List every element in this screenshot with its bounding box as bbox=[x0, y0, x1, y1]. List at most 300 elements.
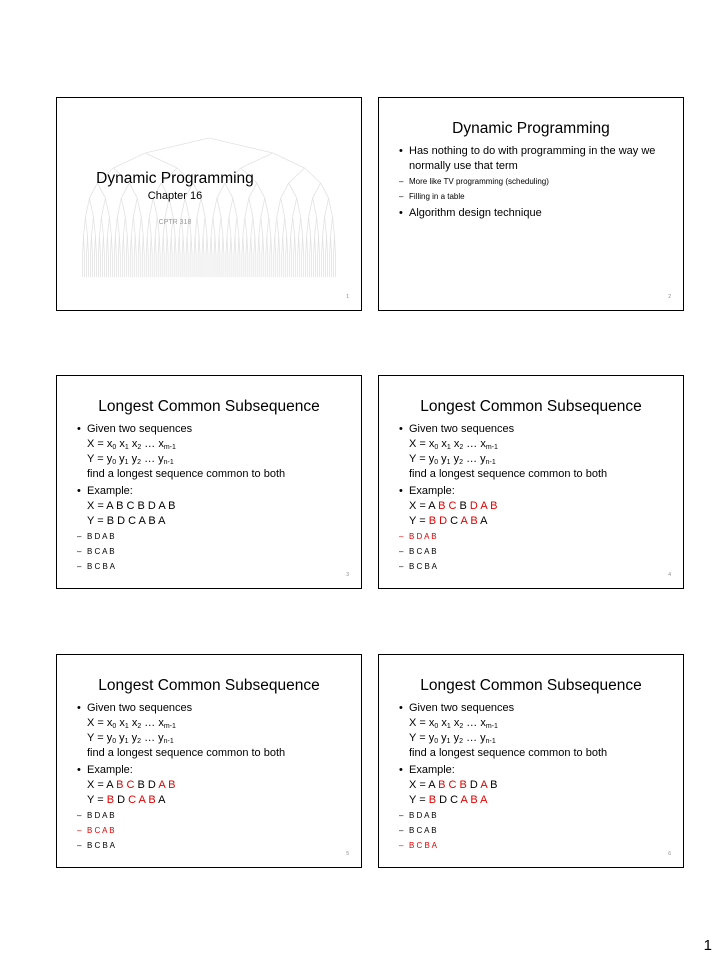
bullet-list bbox=[77, 422, 353, 574]
x-terms bbox=[429, 717, 498, 729]
tree-edge bbox=[289, 168, 305, 183]
tree-edge bbox=[323, 217, 325, 236]
sequence-term: y bbox=[428, 732, 435, 744]
x-terms bbox=[107, 438, 176, 450]
sequence-letter: A bbox=[106, 500, 114, 512]
tree-edge bbox=[247, 236, 248, 255]
tree-edge bbox=[127, 236, 128, 255]
tree-edge bbox=[87, 236, 88, 255]
example-x bbox=[399, 778, 675, 793]
tree-edge bbox=[107, 236, 108, 255]
y-letters bbox=[107, 794, 166, 806]
tree-edge bbox=[325, 198, 329, 217]
tree-edge bbox=[239, 236, 240, 255]
sequence-term: x bbox=[453, 717, 460, 729]
subscript: 1 bbox=[446, 738, 451, 745]
example-y bbox=[77, 793, 353, 808]
sequence-letter: B bbox=[490, 779, 498, 791]
x-prefix: X = bbox=[87, 500, 107, 512]
tree-edge bbox=[183, 236, 184, 255]
sequence-letter: B bbox=[428, 794, 437, 806]
tree-edge bbox=[285, 217, 287, 236]
tree-edge bbox=[329, 198, 333, 217]
x-terms bbox=[429, 438, 498, 450]
sequence-term: x bbox=[428, 438, 435, 450]
sequence-term: y bbox=[119, 732, 125, 744]
sequence-letter: B bbox=[459, 779, 467, 791]
tree-edge bbox=[235, 236, 236, 255]
y-prefix: Y = bbox=[409, 732, 429, 744]
ellipsis: … bbox=[144, 453, 156, 465]
slide-2 bbox=[378, 97, 684, 311]
sequence-y-definition bbox=[77, 731, 353, 746]
tree-edge bbox=[211, 236, 212, 255]
sequence-letter: B bbox=[490, 500, 498, 512]
sequence-letter: D bbox=[147, 500, 156, 512]
sequence-letter: A bbox=[158, 779, 166, 791]
slide-5 bbox=[56, 654, 362, 868]
tree-edge bbox=[145, 138, 209, 153]
page-number: 1 bbox=[703, 937, 712, 954]
sequence-letter: B bbox=[116, 500, 124, 512]
tree-edge bbox=[111, 236, 112, 255]
tree-edge bbox=[175, 236, 176, 255]
tree-edge bbox=[315, 236, 316, 255]
slide-title: Longest Common Subsequence bbox=[420, 398, 642, 415]
tree-edge bbox=[209, 138, 273, 153]
subscript: 2 bbox=[137, 444, 142, 451]
sequence-letter: B bbox=[470, 515, 478, 527]
sequence-letter: D bbox=[439, 794, 448, 806]
tree-edge bbox=[219, 236, 220, 255]
subscript: n-1 bbox=[485, 738, 496, 745]
ellipsis: … bbox=[144, 438, 156, 450]
y-letters bbox=[107, 515, 166, 527]
sequence-term: x bbox=[480, 717, 486, 729]
sequence-term: x bbox=[480, 438, 486, 450]
sequence-letter: B bbox=[106, 515, 115, 527]
tree-edge bbox=[301, 217, 303, 236]
subscript: 1 bbox=[124, 738, 129, 745]
ellipsis: … bbox=[466, 453, 478, 465]
x-prefix: X = bbox=[409, 779, 429, 791]
sequence-letter: C bbox=[128, 515, 137, 527]
subscript: 2 bbox=[459, 459, 464, 466]
subscript: 0 bbox=[112, 738, 117, 745]
tree-edge bbox=[207, 236, 208, 255]
tree-edge bbox=[191, 236, 192, 255]
tree-edge bbox=[215, 236, 216, 255]
sequence-letter: B bbox=[168, 779, 176, 791]
sequence-letter: B bbox=[137, 500, 145, 512]
y-terms bbox=[107, 732, 174, 744]
sequence-term: x bbox=[158, 717, 164, 729]
subscript: n-1 bbox=[163, 738, 174, 745]
subscript: 1 bbox=[124, 444, 129, 451]
tree-edge bbox=[159, 236, 160, 255]
subscript: m-1 bbox=[163, 723, 176, 730]
bullet-example: • Example: bbox=[399, 763, 675, 778]
subscript: m-1 bbox=[485, 723, 498, 730]
sequence-term: y bbox=[106, 453, 113, 465]
tree-edge bbox=[313, 183, 321, 198]
bullet-list bbox=[77, 701, 353, 853]
tree-edge bbox=[299, 236, 300, 255]
sequence-term: y bbox=[480, 732, 486, 744]
tree-edge bbox=[311, 236, 312, 255]
bullet-given: • Given two sequences bbox=[399, 701, 675, 716]
answer-subsequence: – B D A B bbox=[77, 808, 353, 823]
answer-subsequence: – B C B A bbox=[399, 559, 675, 574]
tree-edge bbox=[291, 236, 292, 255]
subscript: m-1 bbox=[485, 444, 498, 451]
sequence-letter: A bbox=[138, 794, 146, 806]
tree-edge bbox=[227, 236, 228, 255]
bullet: • Algorithm design technique bbox=[399, 206, 675, 221]
tree-edge bbox=[259, 236, 260, 255]
tree-edge bbox=[309, 217, 311, 236]
subscript: 2 bbox=[137, 459, 142, 466]
subscript: 1 bbox=[124, 723, 129, 730]
bullet-list bbox=[399, 701, 675, 853]
tree-edge bbox=[325, 217, 327, 236]
answer-subsequence: – B C A B bbox=[77, 823, 353, 838]
sequence-letter: B bbox=[148, 794, 156, 806]
tree-edge bbox=[319, 236, 320, 255]
sequence-term: y bbox=[131, 732, 138, 744]
sequence-term: y bbox=[119, 453, 125, 465]
slide-6 bbox=[378, 654, 684, 868]
sequence-letter: D bbox=[117, 794, 126, 806]
tree-edge bbox=[303, 236, 304, 255]
tree-edge bbox=[333, 217, 335, 236]
sequence-letter: C bbox=[448, 779, 457, 791]
sequence-x-definition bbox=[77, 716, 353, 731]
answer-subsequence: – B C B A bbox=[77, 838, 353, 853]
tree-edge bbox=[263, 236, 264, 255]
sequence-term: x bbox=[131, 438, 138, 450]
subscript: n-1 bbox=[485, 459, 496, 466]
sequence-letter: B bbox=[459, 500, 467, 512]
tree-edge bbox=[275, 217, 277, 236]
find-text: find a longest sequence common to both bbox=[409, 468, 608, 480]
slide-title: Longest Common Subsequence bbox=[420, 677, 642, 694]
slide-1 bbox=[56, 97, 362, 311]
x-letters bbox=[428, 500, 497, 512]
tree-edge bbox=[143, 236, 144, 255]
subscript: m-1 bbox=[163, 444, 176, 451]
tree-edge bbox=[297, 198, 301, 217]
tree-edge bbox=[231, 236, 232, 255]
example-y bbox=[399, 793, 675, 808]
sequence-letter: D bbox=[469, 500, 478, 512]
bullet: • Has nothing to do with programming in the way we normally use that term bbox=[399, 144, 675, 174]
subscript: 0 bbox=[434, 444, 439, 451]
subscript: 0 bbox=[434, 738, 439, 745]
sequence-letter: A bbox=[460, 515, 468, 527]
ellipsis: … bbox=[144, 717, 156, 729]
recursion-tree-watermark bbox=[57, 98, 361, 310]
tree-edge bbox=[331, 217, 333, 236]
y-prefix: Y = bbox=[409, 515, 429, 527]
tree-edge bbox=[305, 168, 321, 183]
tree-edge bbox=[275, 236, 276, 255]
slide-title: Longest Common Subsequence bbox=[98, 677, 320, 694]
tree-edge bbox=[255, 236, 256, 255]
bullet-given: • Given two sequences bbox=[399, 422, 675, 437]
sequence-letter: A bbox=[106, 779, 114, 791]
ellipsis: … bbox=[466, 438, 478, 450]
tree-edge bbox=[99, 236, 100, 255]
sequence-term: x bbox=[119, 717, 125, 729]
example-x bbox=[399, 499, 675, 514]
subscript: 0 bbox=[112, 444, 117, 451]
tree-edge bbox=[151, 236, 152, 255]
tree-edge bbox=[195, 236, 196, 255]
tree-edge bbox=[135, 236, 136, 255]
subscript: 1 bbox=[124, 459, 129, 466]
sequence-letter: A bbox=[428, 500, 436, 512]
sequence-letter: D bbox=[117, 515, 126, 527]
sequence-letter: B bbox=[168, 500, 176, 512]
sequence-x-definition bbox=[77, 437, 353, 452]
sequence-term: y bbox=[428, 453, 435, 465]
sequence-letter: C bbox=[450, 794, 459, 806]
sequence-letter: A bbox=[480, 794, 488, 806]
subscript: 2 bbox=[459, 723, 464, 730]
tree-edge bbox=[327, 236, 328, 255]
slide-title: Dynamic Programming bbox=[452, 120, 610, 137]
tree-edge bbox=[115, 236, 116, 255]
slide-number: 3 bbox=[346, 572, 349, 578]
tree-edge bbox=[187, 236, 188, 255]
tree-edge bbox=[317, 217, 319, 236]
x-prefix: X = bbox=[87, 717, 107, 729]
tree-edge bbox=[291, 217, 293, 236]
subscript: 0 bbox=[112, 723, 117, 730]
sequence-x-definition bbox=[399, 716, 675, 731]
tree-edge bbox=[321, 183, 329, 198]
tree-edge bbox=[147, 236, 148, 255]
tree-edge bbox=[277, 217, 279, 236]
tree-edge bbox=[307, 236, 308, 255]
sequence-letter: C bbox=[126, 779, 135, 791]
sequence-term: x bbox=[106, 717, 113, 729]
tree-edge bbox=[307, 217, 309, 236]
tree-edge bbox=[309, 198, 313, 217]
sequence-letter: B bbox=[428, 515, 437, 527]
slide-number: 2 bbox=[668, 294, 671, 300]
ellipsis: … bbox=[466, 732, 478, 744]
subscript: 2 bbox=[459, 444, 464, 451]
example-y bbox=[77, 514, 353, 529]
answer-subsequence: – B D A B bbox=[399, 808, 675, 823]
tree-edge bbox=[241, 153, 273, 168]
sequence-term: x bbox=[441, 717, 447, 729]
tree-edge bbox=[281, 183, 289, 198]
tree-edge bbox=[251, 236, 252, 255]
tree-edge bbox=[313, 198, 317, 217]
sequence-letter: A bbox=[138, 515, 146, 527]
y-letters bbox=[429, 794, 488, 806]
tree-edge bbox=[331, 236, 332, 255]
sequence-term: y bbox=[106, 732, 113, 744]
tree-edge bbox=[163, 236, 164, 255]
bullet-list bbox=[399, 144, 675, 221]
answer-subsequence: – B C A B bbox=[77, 544, 353, 559]
bullet-example: • Example: bbox=[399, 484, 675, 499]
bullet-example: • Example: bbox=[77, 484, 353, 499]
y-prefix: Y = bbox=[87, 732, 107, 744]
bullet-list bbox=[399, 422, 675, 574]
ellipsis: … bbox=[144, 732, 156, 744]
bullet-given: • Given two sequences bbox=[77, 422, 353, 437]
tree-edge bbox=[289, 183, 297, 198]
tree-edge bbox=[145, 153, 177, 168]
x-prefix: X = bbox=[87, 779, 107, 791]
sequence-term: y bbox=[158, 453, 164, 465]
x-prefix: X = bbox=[409, 500, 429, 512]
subscript: 0 bbox=[434, 459, 439, 466]
answer-subsequence: – B C B A bbox=[399, 838, 675, 853]
sequence-letter: A bbox=[158, 794, 166, 806]
subscript: 1 bbox=[446, 723, 451, 730]
tree-edge bbox=[293, 217, 295, 236]
slide-3 bbox=[56, 375, 362, 589]
sub-bullet: – Filling in a table bbox=[399, 189, 675, 204]
slide-subtitle: Chapter 16 bbox=[147, 190, 203, 202]
sequence-term: y bbox=[453, 732, 460, 744]
tree-edge bbox=[281, 198, 285, 217]
y-terms bbox=[429, 453, 496, 465]
tree-edge bbox=[273, 153, 305, 168]
y-letters bbox=[429, 515, 488, 527]
x-letters bbox=[428, 779, 497, 791]
sequence-letter: B bbox=[470, 794, 478, 806]
x-terms bbox=[107, 717, 176, 729]
y-prefix: Y = bbox=[409, 794, 429, 806]
find-text: find a longest sequence common to both bbox=[87, 468, 286, 480]
sequence-term: x bbox=[428, 717, 435, 729]
sequence-letter: A bbox=[158, 500, 166, 512]
tree-edge bbox=[95, 236, 96, 255]
y-prefix: Y = bbox=[87, 515, 107, 527]
sequence-letter: C bbox=[128, 794, 137, 806]
tree-edge bbox=[323, 236, 324, 255]
answer-subsequence: – B D A B bbox=[77, 529, 353, 544]
tree-edge bbox=[179, 236, 180, 255]
y-prefix: Y = bbox=[87, 453, 107, 465]
sequence-letter: C bbox=[450, 515, 459, 527]
example-y bbox=[399, 514, 675, 529]
tree-edge bbox=[91, 236, 92, 255]
sequence-term: x bbox=[453, 438, 460, 450]
subscript: 0 bbox=[434, 723, 439, 730]
sequence-letter: A bbox=[480, 500, 488, 512]
tree-edge bbox=[283, 217, 285, 236]
tree-edge bbox=[287, 236, 288, 255]
sequence-y-definition bbox=[399, 731, 675, 746]
subscript: n-1 bbox=[163, 459, 174, 466]
subscript: 1 bbox=[446, 459, 451, 466]
tree-edge bbox=[203, 236, 204, 255]
find-text: find a longest sequence common to both bbox=[87, 747, 286, 759]
tree-edge bbox=[139, 236, 140, 255]
tree-edge bbox=[279, 236, 280, 255]
sub-bullet: – More like TV programming (scheduling) bbox=[399, 174, 675, 189]
sequence-letter: D bbox=[439, 515, 448, 527]
sequence-term: y bbox=[480, 453, 486, 465]
tree-edge bbox=[243, 236, 244, 255]
find-text: find a longest sequence common to both bbox=[409, 747, 608, 759]
x-prefix: X = bbox=[409, 717, 429, 729]
subscript: 2 bbox=[459, 738, 464, 745]
sequence-term: x bbox=[158, 438, 164, 450]
tree-edge bbox=[295, 236, 296, 255]
sequence-letter: A bbox=[460, 794, 468, 806]
sequence-letter: B bbox=[438, 500, 446, 512]
subscript: 2 bbox=[137, 723, 142, 730]
subscript: 0 bbox=[112, 459, 117, 466]
sequence-letter: C bbox=[126, 500, 135, 512]
sequence-letter: B bbox=[148, 515, 156, 527]
bullet-given: • Given two sequences bbox=[77, 701, 353, 716]
answer-subsequence: – B C B A bbox=[77, 559, 353, 574]
tree-edge bbox=[119, 236, 120, 255]
sequence-term: x bbox=[106, 438, 113, 450]
tree-edge bbox=[123, 236, 124, 255]
slide-number: 6 bbox=[668, 851, 671, 857]
sequence-term: y bbox=[441, 453, 447, 465]
sequence-term: y bbox=[441, 732, 447, 744]
tree-edge bbox=[335, 236, 336, 255]
sequence-term: x bbox=[119, 438, 125, 450]
sequence-x-definition bbox=[399, 437, 675, 452]
sequence-letter: B bbox=[106, 794, 115, 806]
tree-edge bbox=[131, 236, 132, 255]
tree-edge bbox=[271, 236, 272, 255]
sequence-letter: D bbox=[469, 779, 478, 791]
tree-edge bbox=[155, 236, 156, 255]
y-terms bbox=[107, 453, 174, 465]
slide-title: Longest Common Subsequence bbox=[98, 398, 320, 415]
tree-edge bbox=[171, 236, 172, 255]
slide-number: 5 bbox=[346, 851, 349, 857]
subscript: 1 bbox=[446, 444, 451, 451]
x-letters bbox=[106, 779, 175, 791]
tree-edge bbox=[83, 236, 84, 255]
x-letters bbox=[106, 500, 175, 512]
answer-subsequence: – B D A B bbox=[399, 529, 675, 544]
tree-edge bbox=[199, 236, 200, 255]
tree-edge bbox=[277, 198, 281, 217]
tree-edge bbox=[103, 236, 104, 255]
slide-4 bbox=[378, 375, 684, 589]
bullet-example: • Example: bbox=[77, 763, 353, 778]
y-prefix: Y = bbox=[87, 794, 107, 806]
example-x bbox=[77, 499, 353, 514]
tree-edge bbox=[267, 236, 268, 255]
course-code: CPTR 318 bbox=[158, 219, 192, 226]
tree-edge bbox=[293, 198, 297, 217]
sequence-letter: B bbox=[137, 779, 145, 791]
sequence-letter: C bbox=[448, 500, 457, 512]
sequence-letter: A bbox=[480, 779, 488, 791]
sequence-letter: A bbox=[158, 515, 166, 527]
y-prefix: Y = bbox=[409, 453, 429, 465]
tree-edge bbox=[223, 236, 224, 255]
sequence-term: x bbox=[131, 717, 138, 729]
